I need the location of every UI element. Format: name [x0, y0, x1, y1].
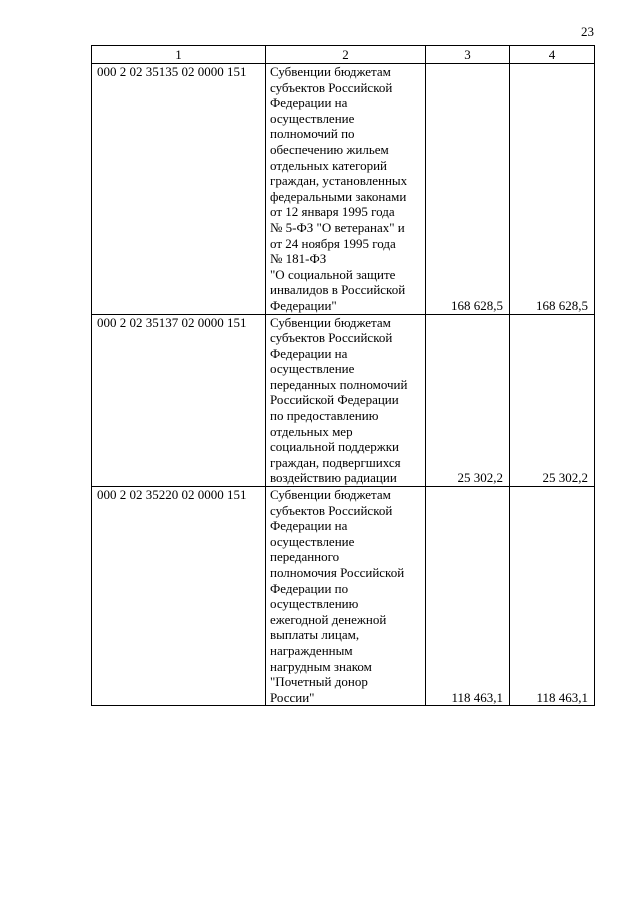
column-header: 3: [426, 46, 510, 64]
amount-cell-col4: 168 628,5: [510, 64, 595, 315]
budget-code-cell: 000 2 02 35137 02 0000 151: [92, 314, 266, 487]
budget-table: [91, 45, 595, 706]
column-header: 4: [510, 46, 595, 64]
description-cell: Субвенции бюджетам субъектов Российской Федерации на осуществление переданных полномочий Российской Федерации по предоставлению отдельных мер социальной поддержки граждан, подвергшихся воздействию радиации: [266, 314, 426, 487]
amount-cell-col3: 118 463,1: [426, 487, 510, 706]
description-cell: Субвенции бюджетам субъектов Российской Федерации на осуществление переданного полномочия Российской Федерации по осуществлению ежегодной денежной выплаты лицам, награжденным нагрудным знаком "Почетный донор России": [266, 487, 426, 706]
column-header: 1: [92, 46, 266, 64]
table-row: [92, 487, 595, 706]
amount-cell-col4: 25 302,2: [510, 314, 595, 487]
amount-cell-col4: 118 463,1: [510, 487, 595, 706]
table-row: [92, 314, 595, 487]
table-row: [92, 64, 595, 315]
description-cell: Субвенции бюджетам субъектов Российской Федерации на осуществление полномочий по обеспечению жильем отдельных категорий граждан, установленных федеральными законами от 12 января 1995 года № 5-ФЗ "О ветеранах" и от 24 ноября 1995 года № 181-ФЗ "О социальной защите инвалидов в Российской Федерации": [266, 64, 426, 315]
page-number: 23: [581, 24, 594, 39]
budget-code-cell: 000 2 02 35135 02 0000 151: [92, 64, 266, 315]
column-header: 2: [266, 46, 426, 64]
amount-cell-col3: 168 628,5: [426, 64, 510, 315]
amount-cell-col3: 25 302,2: [426, 314, 510, 487]
budget-code-cell: 000 2 02 35220 02 0000 151: [92, 487, 266, 706]
table-header-row: [92, 46, 595, 64]
